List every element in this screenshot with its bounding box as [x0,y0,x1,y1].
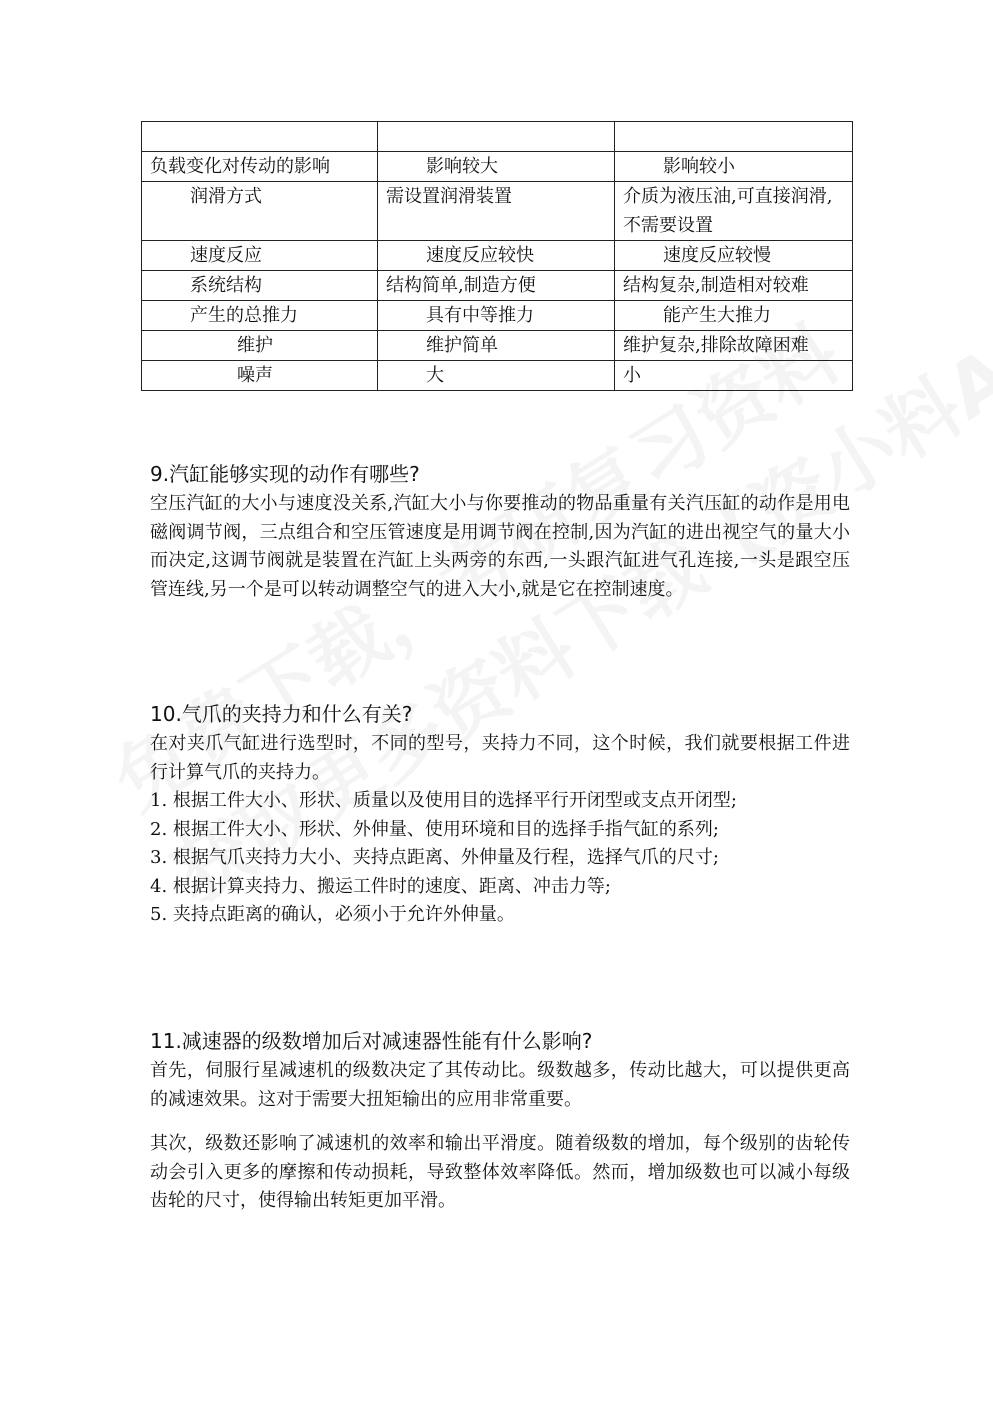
table-row [142,301,853,331]
table-cell: 系统结构 [142,271,378,301]
question-9-body: 空压汽缸的大小与速度没关系,汽缸大小与你要推动的物品重量有关汽压缸的动作是用电磁阀调节阀，三点组合和空压管速度是用调节阀在控制,因为汽缸的进出视空气的量大小而决定,这调节阀就是装置在汽缸上头两旁的东西,一头跟汽缸进气孔连接,一头是跟空压管连线,另一个是可以转动调整空气的进入大小,就是它在控制速度。 [150,493,850,600]
table-cell: 产生的总推力 [142,301,378,331]
table-cell: 速度反应较慢 [615,241,853,271]
table-row [142,361,853,391]
question-9-title: 9.汽缸能够实现的动作有哪些? [150,462,420,486]
question-10-section [150,698,850,930]
question-11-paragraph-1: 首先，伺服行星减速机的级数决定了其传动比。级数越多，传动比越大，可以提供更高的减速效果。这对于需要大扭矩输出的应用非常重要。 [150,1060,850,1110]
table-cell: 影响较小 [615,152,853,182]
table-cell: 小 [615,361,853,391]
list-item: 2. 根据工件大小、形状、外伸量、使用环境和目的选择手指气缸的系列; [150,818,719,840]
question-10-title: 10.气爪的夹持力和什么有关? [150,702,413,726]
table-cell: 结构复杂,制造相对较难 [615,271,853,301]
table-cell: 维护 [142,331,378,361]
table-cell: 大 [378,361,615,391]
question-10-intro: 在对夹爪气缸进行选型时，不同的型号，夹持力不同，这个时候，我们就要根据工件进行计算气爪的夹持力。 [150,733,850,783]
table-cell: 速度反应较快 [378,241,615,271]
list-item: 3. 根据气爪夹持力大小、夹持点距离、外伸量及行程，选择气爪的尺寸; [150,847,719,868]
table-cell: 影响较大 [378,152,615,182]
question-11-paragraph-2: 其次，级数还影响了减速机的效率和输出平滑度。随着级数的增加，每个级别的齿轮传动会引入更多的摩擦和传动损耗，导致整体效率降低。然而，增加级数也可以减小每级齿轮的尺寸，使得输出转矩更加平滑。 [150,1133,850,1211]
table-cell: 结构简单,制造方便 [378,271,615,301]
table-cell: 介质为液压油,可直接润滑,不需要设置 [615,182,853,241]
table-cell: 负载变化对传动的影响 [142,152,378,182]
table-cell: 维护复杂,排除故障困难 [615,331,853,361]
table-cell: 维护简单 [378,331,615,361]
table-cell: 噪声 [142,361,378,391]
list-item: 5. 夹持点距离的确认，必须小于允许外伸量。 [150,904,515,925]
table-cell [615,122,853,152]
question-11-title: 11.减速器的级数增加后对减速器性能有什么影响? [150,1029,593,1053]
table-row [142,331,853,361]
table-cell [142,122,378,152]
comparison-table [141,121,853,391]
list-item: 4. 根据计算夹持力、搬运工件时的速度、距离、冲击力等; [150,875,611,897]
table-row [142,241,853,271]
table-cell [378,122,615,152]
table-row [142,182,853,241]
table-cell: 速度反应 [142,241,378,271]
table-cell: 润滑方式 [142,182,378,241]
table-cell: 能产生大推力 [615,301,853,331]
table-header-row [142,122,853,152]
list-item: 1. 根据工件大小、形状、质量以及使用目的选择平行开闭型或支点开闭型; [150,790,737,811]
table-cell: 具有中等推力 [378,301,615,331]
question-9-section [150,458,850,604]
table-row [142,271,853,301]
question-11-section [150,1025,850,1216]
table-row [142,152,853,182]
table-cell: 需设置润滑装置 [378,182,615,241]
